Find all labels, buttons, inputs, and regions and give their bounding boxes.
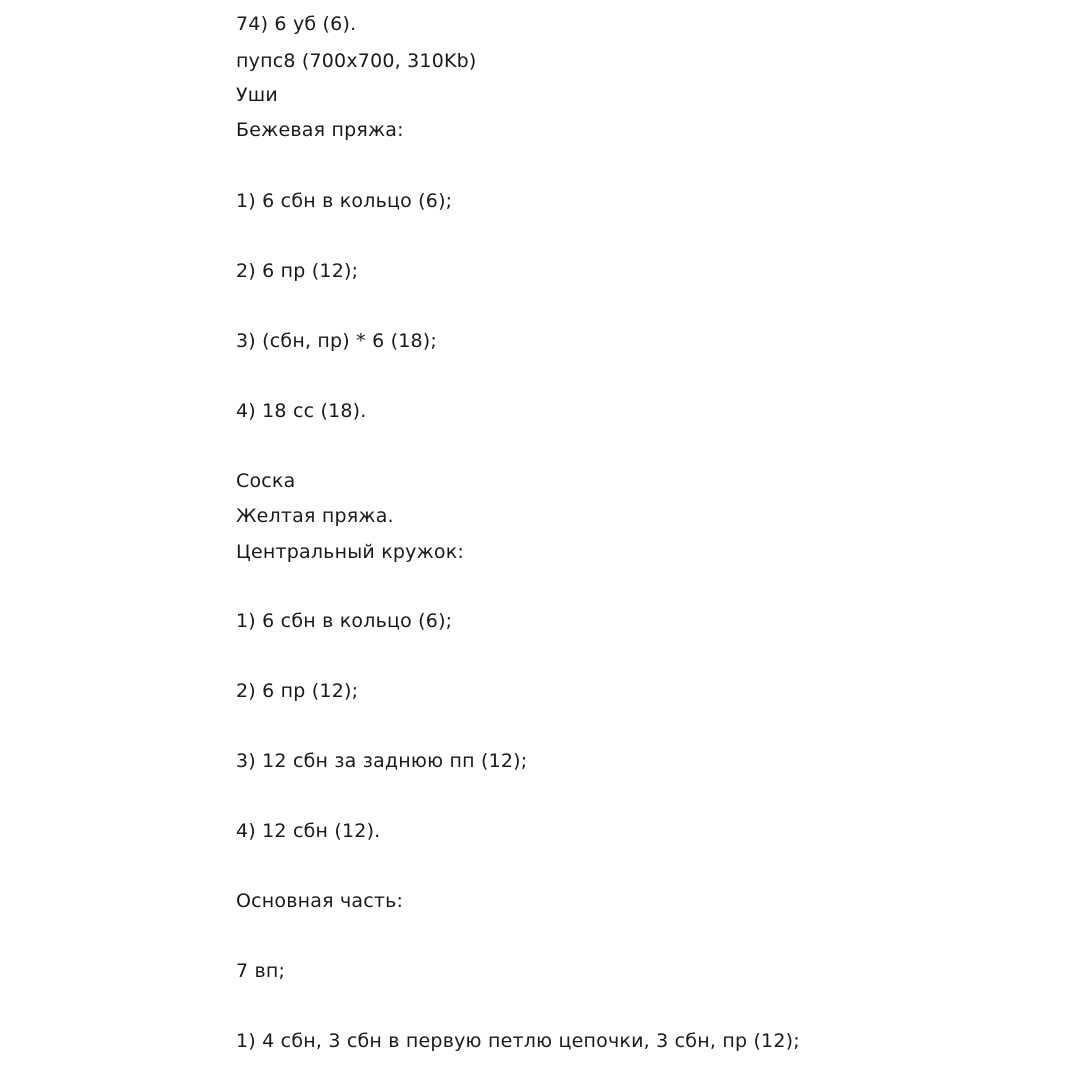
text-line: Центральный кружок:: [236, 541, 464, 563]
text-line: 2) 6 пр (12);: [236, 680, 359, 702]
text-line: 1) 4 сбн, 3 сбн в первую петлю цепочки, 3 сбн, пр (12);: [236, 1030, 800, 1052]
text-line: Соска: [236, 470, 296, 492]
text-line: Бежевая пряжа:: [236, 119, 404, 141]
text-line: 1) 6 сбн в кольцо (6);: [236, 190, 453, 212]
text-line: Желтая пряжа.: [236, 505, 394, 527]
text-line: 3) 12 сбн за заднюю пп (12);: [236, 750, 528, 772]
text-line: 4) 12 сбн (12).: [236, 820, 381, 842]
text-line: 74) 6 уб (6).: [236, 13, 357, 35]
text-line: 7 вп;: [236, 960, 286, 982]
text-line: 1) 6 сбн в кольцо (6);: [236, 610, 453, 632]
text-line: пупс8 (700x700, 310Kb): [236, 50, 477, 72]
text-line: 3) (сбн, пр) * 6 (18);: [236, 330, 438, 352]
text-line: Основная часть:: [236, 890, 404, 912]
text-line: Уши: [236, 84, 278, 106]
text-line: 2) 6 пр (12);: [236, 260, 359, 282]
text-line: 4) 18 сс (18).: [236, 400, 367, 422]
